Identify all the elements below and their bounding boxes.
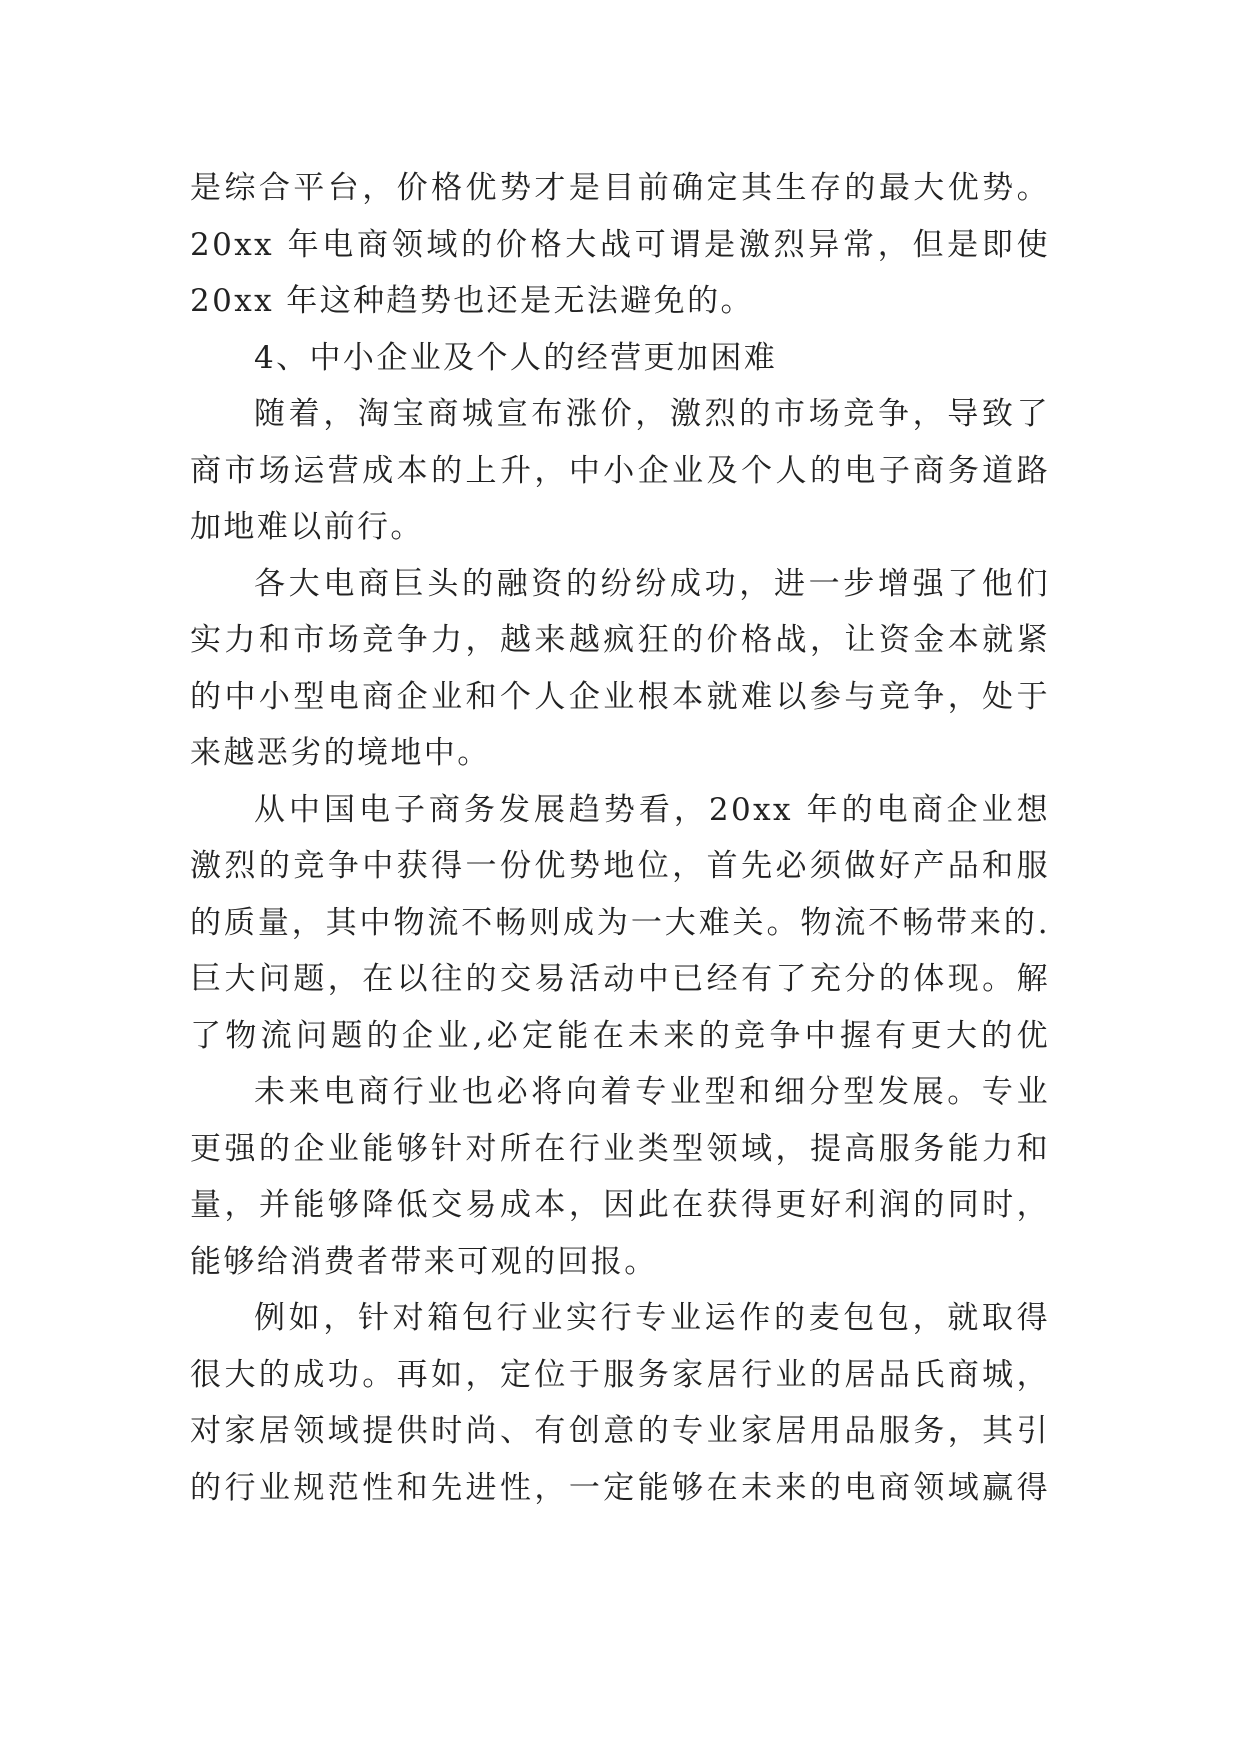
text-line: 各大电商巨头的融资的纷纷成功，进一步增强了他们 (254, 565, 1050, 602)
text-line: 实力和市场竞争力，越来越疯狂的价格战，让资金本就紧 (190, 622, 1050, 658)
text-line: 了物流问题的企业,必定能在未来的竞争中握有更大的优 (190, 1017, 1050, 1054)
text-line: 激烈的竞争中获得一份优势地位，首先必须做好产品和服 (190, 848, 1050, 884)
document-body (190, 160, 1050, 1516)
text-line: 来越恶劣的境地中。 (190, 735, 491, 771)
text-line: 20xx 年这种趋势也还是无法避免的。 (190, 283, 754, 319)
text-line: 对家居领域提供时尚、有创意的专业家居用品服务，其引 (190, 1413, 1050, 1449)
text-line: 例如，针对箱包行业实行专业运作的麦包包，就取得 (254, 1300, 1050, 1336)
text-line: 未来电商行业也必将向着专业型和细分型发展。专业 (254, 1074, 1050, 1110)
text-line: 是综合平台，价格优势才是目前确定其生存的最大优势。 (190, 170, 1050, 206)
text-line: 从中国电子商务发展趋势看，20xx 年的电商企业想 (254, 791, 1050, 828)
text-line: 的行业规范性和先进性，一定能够在未来的电商领域赢得 (190, 1469, 1050, 1506)
text-line: 能够给消费者带来可观的回报。 (190, 1243, 658, 1280)
text-line: 随着，淘宝商城宣布涨价，激烈的市场竞争，导致了 (254, 396, 1050, 432)
text-line: 20xx 年电商领域的价格大战可谓是激烈异常，但是即使 (190, 226, 1050, 263)
text-line: 更强的企业能够针对所在行业类型领域，提高服务能力和 (190, 1130, 1050, 1167)
text-line: 的质量，其中物流不畅则成为一大难关。物流不畅带来的. (190, 904, 1050, 941)
text-line: 商市场运营成本的上升，中小企业及个人的电子商务道路 (190, 452, 1050, 489)
text-line: 的中小型电商企业和个人企业根本就难以参与竞争，处于 (190, 678, 1050, 715)
text-line: 巨大问题，在以往的交易活动中已经有了充分的体现。解 (190, 961, 1050, 997)
text-line: 很大的成功。再如，定位于服务家居行业的居品氏商城， (190, 1356, 1050, 1393)
section-heading: 4、中小企业及个人的经营更加困难 (254, 339, 778, 376)
text-line: 加地难以前行。 (190, 509, 424, 545)
text-line: 量，并能够降低交易成本，因此在获得更好利润的同时， (190, 1187, 1050, 1223)
